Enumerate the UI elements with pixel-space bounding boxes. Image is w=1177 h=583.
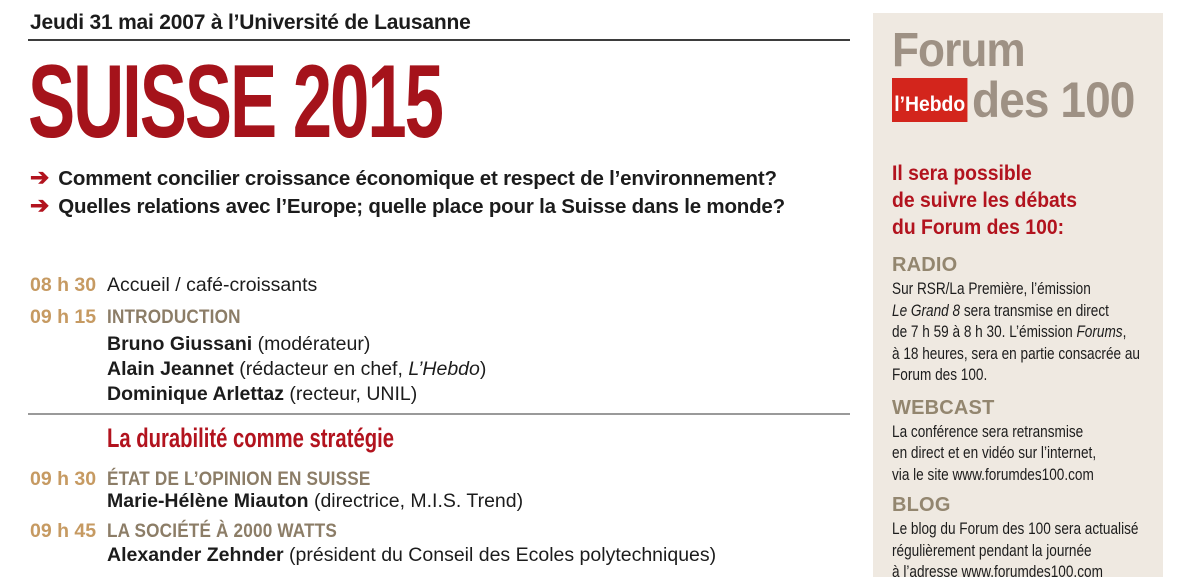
schedule-row	[30, 520, 368, 543]
event-title: LA SOCIÉTÉ À 2000 WATTS	[107, 520, 338, 542]
body-line: à 18 heures, sera en partie consacrée au	[892, 343, 1140, 363]
body-line: Le blog du Forum des 100 sera actualisé	[892, 519, 1139, 538]
arrow-icon: ➔	[30, 192, 50, 218]
section-divider	[28, 413, 850, 415]
event-title: INTRODUCTION	[107, 306, 241, 328]
intro-line: Il sera possible	[892, 161, 1032, 185]
speaker-line: Dominique Arlettaz (recteur, UNIL)	[107, 383, 418, 405]
sidebar	[873, 13, 1163, 581]
logo-forum-text: Forum	[892, 24, 1025, 77]
time-label: 08 h 30	[30, 274, 97, 296]
body-line: de 7 h 59 à 8 h 30. L’émission Forums,	[892, 322, 1127, 341]
speaker-line: Alexander Zehnder (président du Conseil des Ecoles polytechniques)	[107, 544, 717, 566]
event-title: ÉTAT DE L’OPINION EN SUISSE	[107, 468, 371, 490]
question-line	[30, 191, 785, 219]
session-section-title: La durabilité comme stratégie	[107, 423, 394, 453]
intro-line: de suivre les débats	[892, 188, 1077, 212]
schedule-row	[30, 306, 259, 329]
body-line: via le site www.forumdes100.com	[892, 464, 1094, 484]
radio-section-body	[892, 278, 1140, 386]
sidebar-intro	[892, 160, 1127, 241]
body-line: Forum des 100.	[892, 365, 988, 384]
schedule-row	[30, 468, 406, 491]
blog-section-body	[892, 518, 1139, 583]
event-title: Accueil / café-croissants	[107, 274, 318, 296]
time-label: 09 h 30	[30, 468, 97, 490]
theme-questions	[30, 163, 785, 219]
body-line: à l’adresse www.forumdes100.com	[892, 562, 1103, 581]
question-text: Quelles relations avec l’Europe; quelle place pour la Suisse dans le monde?	[58, 195, 785, 218]
header-rule	[28, 39, 850, 41]
logo-des100-text: des 100	[972, 72, 1135, 128]
intro-line: du Forum des 100:	[892, 215, 1065, 239]
speaker-line: Bruno Giussani (modérateur)	[107, 333, 371, 355]
forum-des-100-logo	[892, 24, 1153, 128]
logo-line2	[892, 72, 1135, 128]
schedule-row	[30, 274, 317, 297]
body-line: Le Grand 8 sera transmise en direct	[892, 300, 1109, 320]
page-title: SUISSE 2015	[28, 44, 442, 160]
radio-section-heading: RADIO	[892, 254, 958, 276]
webcast-section-body	[892, 421, 1101, 486]
speaker-line: Marie-Hélène Miauton (directrice, M.I.S. Trend)	[107, 490, 524, 512]
blog-section-heading: BLOG	[892, 494, 951, 516]
time-label: 09 h 45	[30, 520, 97, 542]
speaker-line: Alain Jeannet (rédacteur en chef, L’Hebdo)	[107, 358, 487, 380]
question-line	[30, 163, 785, 191]
question-text: Comment concilier croissance économique et respect de l’environnement?	[58, 167, 777, 190]
time-label: 09 h 15	[30, 306, 97, 328]
hebdo-logo: l’Hebdo	[892, 78, 967, 122]
event-date: Jeudi 31 mai 2007 à l’Université de Lausanne	[30, 11, 471, 34]
body-line: Sur RSR/La Première, l’émission	[892, 279, 1091, 298]
body-line: régulièrement pendant la journée	[892, 540, 1092, 560]
arrow-icon: ➔	[30, 164, 50, 190]
body-line: La conférence sera retransmise	[892, 421, 1084, 441]
body-line: en direct et en vidéo sur l’internet,	[892, 443, 1097, 462]
webcast-section-heading: WEBCAST	[892, 396, 995, 419]
